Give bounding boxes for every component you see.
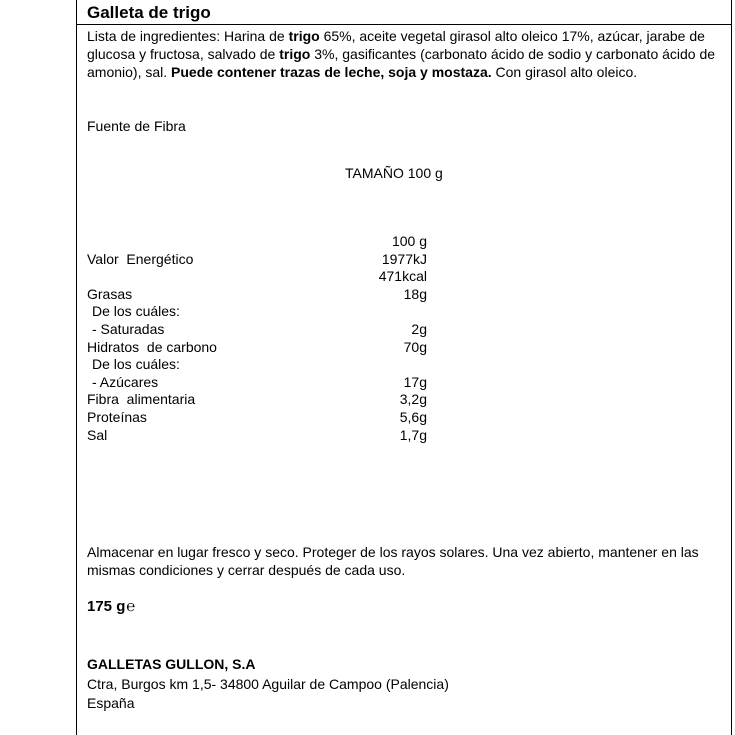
company-address — [87, 675, 449, 713]
ingredients-segment: Lista de ingredientes: Harina de — [87, 28, 289, 44]
address-line: España — [87, 695, 135, 711]
nutrition-row — [87, 251, 427, 269]
storage-instructions: Almacenar en lugar fresco y seco. Proteger de los rayos solares. Una vez abierto, mantener en las mismas condiciones y cerrar después de cada uso. — [87, 544, 699, 578]
nutrition-label: Grasas — [87, 285, 133, 302]
nutrition-value: 2g — [411, 320, 427, 337]
nutrition-row — [87, 391, 427, 409]
ingredients-segment: trigo — [288, 28, 320, 44]
nutrition-value: 1977kJ — [381, 250, 427, 267]
nutrition-row — [87, 409, 427, 427]
nutrition-label: - Azúcares — [92, 373, 159, 390]
nutrition-label: De los cuáles: — [92, 356, 180, 373]
nutrition-label: Fibra alimentaria — [87, 391, 196, 408]
nutrition-row — [87, 356, 427, 374]
title-divider — [76, 24, 732, 25]
nutrition-label: Valor Energético — [87, 250, 194, 267]
ingredients-segment: trigo — [279, 46, 311, 62]
serving-header: TAMAÑO 100 g — [345, 165, 443, 181]
nutrition-row — [87, 303, 427, 321]
nutrition-label: Hidratos de carbono — [87, 338, 217, 355]
nutrition-row — [87, 321, 427, 339]
company-name: GALLETAS GULLON, S.A — [87, 656, 256, 672]
ingredients-list — [87, 27, 727, 81]
product-title: Galleta de trigo — [87, 3, 211, 22]
ingredients-segment: Puede contener trazas de leche, soja y mostaza. — [171, 64, 492, 80]
nutrition-value: 471kcal — [378, 268, 427, 285]
nutrition-value: 18g — [403, 285, 427, 302]
nutrition-table — [87, 233, 427, 444]
nutrition-row — [87, 427, 427, 445]
net-weight-value: 175 g — [87, 598, 126, 615]
nutrition-value: 3,2g — [399, 391, 427, 408]
nutrition-row — [87, 374, 427, 392]
nutrition-value: 5,6g — [399, 408, 427, 425]
nutrition-row — [87, 268, 427, 286]
estimated-mark-icon: ℮ — [126, 598, 136, 615]
nutrition-label: Sal — [87, 426, 108, 443]
nutrition-row — [87, 339, 427, 357]
net-weight — [87, 598, 135, 615]
nutrition-label: - Saturadas — [92, 320, 165, 337]
nutrition-value: 1,7g — [399, 426, 427, 443]
ingredients-segment: 65%, aceite vegetal girasol alto oleico 17%, azúcar, jarabe de glucosa y fructosa, salvado de — [87, 28, 705, 62]
nutrition-value: 17g — [403, 373, 427, 390]
nutrition-row — [87, 233, 427, 251]
nutrition-label: Proteínas — [87, 408, 147, 425]
address-line: Ctra, Burgos km 1,5- 34800 Aguilar de Campoo (Palencia) — [87, 676, 449, 692]
nutrition-value: 100 g — [391, 233, 427, 249]
ingredients-segment: Con girasol alto oleico. — [491, 64, 638, 80]
nutrition-row — [87, 286, 427, 304]
nutrition-value: 70g — [403, 338, 427, 355]
nutrition-label: De los cuáles: — [92, 303, 180, 320]
fibre-claim: Fuente de Fibra — [87, 118, 186, 134]
ingredients-segment: 3%, gasificantes (carbonato ácido de sodio y carbonato ácido de amonio), sal. — [87, 46, 716, 80]
